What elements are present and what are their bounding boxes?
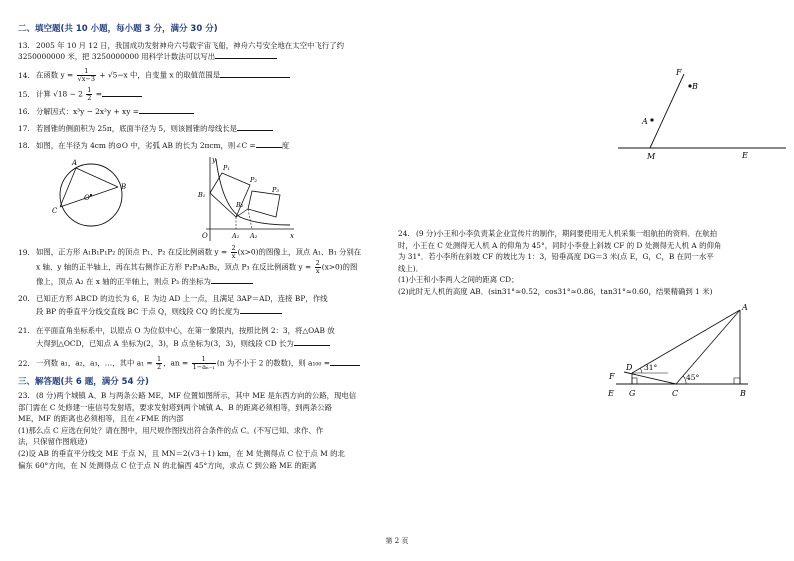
label-B: B	[121, 183, 127, 191]
fraction: $\frac{1}{2}$	[87, 86, 92, 102]
label-O: O	[84, 194, 90, 202]
section-3-title: 三、解答题(共 6 题，满分 54 分)	[18, 377, 149, 387]
label-A1: A₁	[232, 232, 240, 240]
fraction: $\frac{1}{√x-3}$	[77, 67, 95, 83]
drone-figure	[606, 300, 766, 410]
question-21: 21. 在平面直角坐标系中，以原点 O 为位似中心，在第一象限内，按照比例 2：3，将△OAB 放 大得到△OCD，已知点 A 坐标为(2，3)，B 点坐标为(3，3)，则线段 CD 长为	[18, 326, 335, 348]
label-P1: P₁	[223, 164, 230, 172]
axis-x-label: x	[290, 232, 294, 240]
question-15: 15. 计算 √18 − 2 $\frac{1}{2}$ =	[18, 87, 390, 102]
label-B2: B₂	[236, 201, 244, 209]
question-18: 18. 如图，在半径为 4cm 的⊙O 中，劣弧 AB 的长为 2πcm，则∠C = 度	[18, 141, 290, 150]
question-14: 14. 在函数 y = $\frac{1}{√x-3}$ + √5−x 中，自变量 x 的取值范围是	[18, 68, 390, 83]
fraction: $\frac{2}{x}$	[231, 244, 236, 260]
label-G: G	[629, 389, 636, 398]
label-E: E	[742, 151, 748, 160]
fraction: $\frac{1}{\text{1−aₙ₋₁}}$	[192, 355, 215, 371]
question-13: 13. 2005 年 10 月 12 日，我国成功发射神舟六号载宇宙飞船，神舟六号安全地在太空中飞行了约 3250000000 米，把 3250000000 用科学计数法可以写出	[18, 41, 345, 61]
label-B1: B₁	[198, 191, 206, 199]
fraction: $\frac{1}{2}$	[156, 355, 162, 371]
label-P2: P₂	[250, 176, 257, 184]
answer-blank	[294, 338, 330, 346]
label-O: O	[202, 232, 208, 240]
label-C: C	[672, 389, 679, 398]
answer-blank	[237, 123, 273, 131]
answer-blank	[330, 358, 360, 366]
label-E: E	[608, 389, 614, 398]
section-2-title: 二、填空题(共 10 小题，每小题 3 分，满分 30 分)	[18, 24, 218, 34]
question-20: 20. 已知正方形 ABCD 的边长为 6，E 为边 AD 上一点，且满足 3AP＝AD，连接 BP，作线 段 BP 的垂直平分线交直线 BC 于点 Q，则线段 CQ 的长度为	[18, 294, 328, 316]
label-D: D	[626, 363, 633, 372]
label-M: M	[647, 152, 656, 161]
axis-y-label: y	[212, 156, 216, 164]
figures-row	[18, 153, 390, 245]
question-16: 16. 分解因式：x³y − 2x²y + xy =	[18, 106, 390, 117]
question-24: 24. (9 分)小王和小李负责某企业宣传片的制作，期间要使用无人机采集一组航拍的资料．在航拍 时，小王在 C 处测得无人机 A 的仰角为 45°，同时小李登上斜坡 CF 的 D 处测得无人机 A 的仰角 为 31°．若小李所在斜坡 CF 的坡比为 1：3，铅垂高度 DG＝3 米(点 E，G，C，B 在同一水平 线上)． (1)小王和小李两人之间的距离 CD； (2)此时无人机的高度 AB．(sin31°≈0.52，cos31°≈0.86，tan31°≈0.60，结果精确到 1 米)	[398, 229, 722, 296]
question-23: 23. (8 分)两个城镇 A、B 与两条公路 ME，MF 位置如图所示，其中 ME 是东西方向的公路，现电信 部门需在 C 处修建一座信号发射塔，要求发射塔到两个城镇 A、B 的距离必须相等，到两条公路 ME，MF 的距离也必须相等，且在∠FME 的内部 (1)那么点 C 应选在何处？请在图中，用尺规作图找出符合条件的点 C。(不写已知、求作、作 法，只保留作图痕迹) (2)设 AB 的垂直平分线交 ME 于点 N，且 MN＝2(√3＋1) km，在 M 处测得点 C 位于点 M 的北 偏东 60°方向，在 N 处测得点 C 位于点 N 的北偏西 45°方向，求点 C 到公路 ME 的距离	[18, 391, 357, 470]
question-19: 19. 如图，正方形 A₁B₁P₁P₂ 的顶点 P₁、P₂ 在反比例函数 y = $\frac{2}{x}$ (x>0)的图像上，顶点 A₁、B₁ 分别在 x 轴、y 轴的正半轴上，再在其右侧作正方形 P₂P₃A₂B₂，顶点 P₃ 在反比例函数 y = $\frac{2}{x}$ (x>0)的图 像上，顶点 A₂ 在 x 轴的正半轴上，则点 P₃ 的坐标为	[18, 244, 362, 286]
question-17: 17. 若圆锥的侧面积为 25π，底面半径为 5，则该圆锥的母线长是	[18, 123, 390, 134]
answer-blank	[215, 51, 277, 59]
label-C: C	[52, 207, 58, 215]
label-B: B	[692, 82, 698, 91]
label-F: F	[609, 372, 615, 381]
answer-blank	[256, 140, 282, 148]
label-A2: A₂	[250, 232, 258, 240]
label-A: A	[642, 117, 648, 126]
answer-blank	[139, 106, 194, 114]
answer-blank	[240, 306, 282, 314]
question-22: 22. 一列数 a₁，a₂，a₃，…，其中 a₁ = $\frac{1}{2}$ ，an = $\frac{1}{\text{1−aₙ₋₁}}$ (n 为不小于 2 的数数)，则 a₁₀₀ =	[18, 356, 390, 371]
label-A: A	[742, 303, 748, 312]
page-number: 第 2 页	[385, 537, 409, 545]
roads-figure	[612, 62, 792, 162]
answer-blank	[102, 89, 142, 97]
hyperbola-figure	[196, 153, 296, 245]
angle-45-label: 45°	[686, 373, 700, 382]
answer-blank	[211, 276, 253, 284]
label-P3: P₃	[272, 186, 279, 194]
label-A: A	[72, 159, 78, 167]
fraction: $\frac{2}{x}$	[315, 259, 320, 275]
circle-figure	[46, 155, 156, 235]
label-F: F	[676, 68, 682, 77]
label-B: B	[740, 389, 746, 398]
answer-blank	[220, 70, 290, 78]
left-column	[18, 20, 390, 477]
angle-31-label: 31°	[644, 363, 658, 372]
